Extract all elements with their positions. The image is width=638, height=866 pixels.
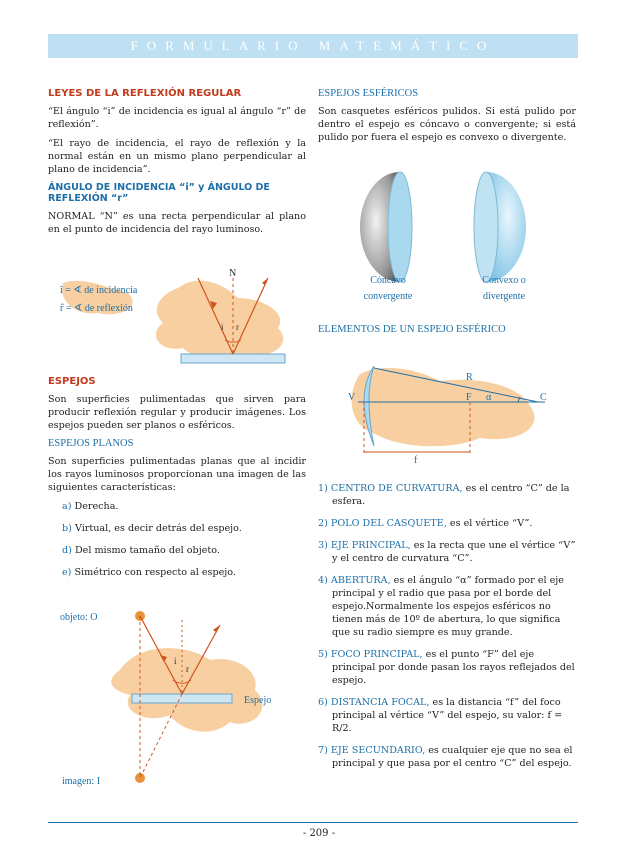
r-label: r (186, 664, 189, 674)
plane-mirror (132, 694, 232, 703)
law-1: “El ángulo “i” de incidencia es igual al ángulo “r” de reflexión”. (48, 106, 306, 130)
focus-label: F (466, 392, 472, 403)
list-item: 4) ABERTURA, es el ángulo “α” formado por el eje principal y el radio que pasa por el borde del espejo.Normalmente los espejos esféricos no tienen más de 10º de abertura, lo que significa que su radio siempre es muy grande. (318, 575, 564, 638)
mirrors-title: ESPEJOS (48, 376, 96, 387)
elements-header (318, 324, 576, 341)
image-label: imagen: I (62, 776, 101, 787)
arrow-icon (262, 278, 268, 285)
elements-list (318, 482, 576, 779)
incidence-definition: î = ∢ de incidencia (60, 285, 138, 296)
left-column-lower (48, 376, 306, 588)
i-label: i (174, 656, 177, 666)
law-2: “El rayo de incidencia, el rayo de reflexión y la normal están en un mismo plano perpendicular al plano de incidencia”. (48, 138, 306, 175)
page-number: - 209 - (302, 828, 336, 839)
concave-label-1: Cóncavo (370, 275, 406, 286)
right-column (318, 88, 576, 150)
light-blob (352, 368, 535, 446)
angles-title: ÁNGULO DE INCIDENCIA “i” y ÁNGULO DE REFLEXIÓN “r” (48, 182, 270, 204)
center-label: C (540, 392, 547, 403)
list-item: 2) POLO DEL CASQUETE, es el vértice “V”. (318, 518, 533, 529)
vertex-label: V (348, 392, 356, 403)
reflection-angle-figure (48, 268, 306, 372)
radius-label: R (466, 372, 473, 383)
normal-label: N (229, 268, 237, 279)
elements-title: ELEMENTOS DE UN ESPEJO ESFÉRICO (318, 324, 506, 335)
concave-rim (388, 172, 412, 282)
left-column (48, 88, 306, 242)
arrow-icon (213, 625, 220, 632)
spherical-title: ESPEJOS ESFÉRICOS (318, 88, 419, 99)
feature-item: d) Del mismo tamaño del objeto. (62, 545, 220, 556)
focal-length-label: f (414, 455, 418, 466)
light-blob (156, 281, 283, 360)
plane-mirror-figure (60, 600, 300, 800)
object-label: objeto: O (60, 612, 98, 623)
spherical-elements-figure (330, 356, 570, 466)
footer-divider (48, 822, 578, 823)
i-label: i (221, 322, 224, 332)
list-item: 6) DISTANCIA FOCAL, es la distancia “f” del foco principal al vértice “V” del espejo, su valor: f = R/2. (318, 697, 563, 734)
reflection-definition: r̂ = ∢ de reflexión (60, 303, 133, 314)
spherical-text: Son casquetes esféricos pulidos. Si está pulido por dentro el espejo es cóncavo o convergente; si está pulido por fuera el espejo es convexo o divergente. (318, 106, 576, 143)
list-item: 5) FOCO PRINCIPAL, es el punto “F” del eje principal por donde pasan los rayos reflejados del espejo. (318, 649, 575, 686)
alpha-label: α (486, 392, 492, 403)
list-item: 1) CENTRO DE CURVATURA, es el centro “C” de la esfera. (318, 483, 570, 507)
normal-text: NORMAL “N” es una recta perpendicular al plano en el punto de incidencia del rayo luminoso. (48, 211, 306, 235)
flat-mirrors-text: Son superficies pulimentadas planas que al incidir los rayos luminosos proporcionan una imagen de las siguientes características: (48, 456, 306, 493)
convex-label-1: Convexo o (482, 275, 526, 286)
concave-convex-figure (318, 160, 576, 310)
concave-label-2: convergente (363, 291, 413, 302)
feature-item: b) Virtual, es decir detrás del espejo. (62, 523, 242, 534)
list-item: 3) EJE PRINCIPAL, es la recta que une el vértice “V” y el centro de curvatura “C”. (318, 540, 576, 564)
r-label: r (236, 322, 239, 332)
laws-title: LEYES DE LA REFLEXIÓN REGULAR (48, 88, 242, 99)
convex-rim (474, 172, 498, 282)
mirrors-text: Son superficies pulimentadas que sirven para producir reflexión regular y producir imágenes. Los espejos pueden ser planos o esféricos. (48, 394, 306, 431)
light-blob (111, 648, 262, 732)
convex-label-2: divergente (482, 291, 526, 302)
flat-mirrors-title: ESPEJOS PLANOS (48, 438, 134, 449)
list-item: 7) EJE SECUNDARIO, es cualquier eje que no sea el principal y que pasa por el centro “C” del espejo. (318, 745, 573, 769)
feature-item: a) Derecha. (62, 501, 119, 512)
page-banner: FORMULARIO MATEMÁTICO (48, 34, 578, 58)
feature-item: e) Simétrico con respecto al espejo. (62, 567, 236, 578)
plane-mirror (181, 354, 285, 363)
mirror-label: Espejo (244, 695, 272, 706)
